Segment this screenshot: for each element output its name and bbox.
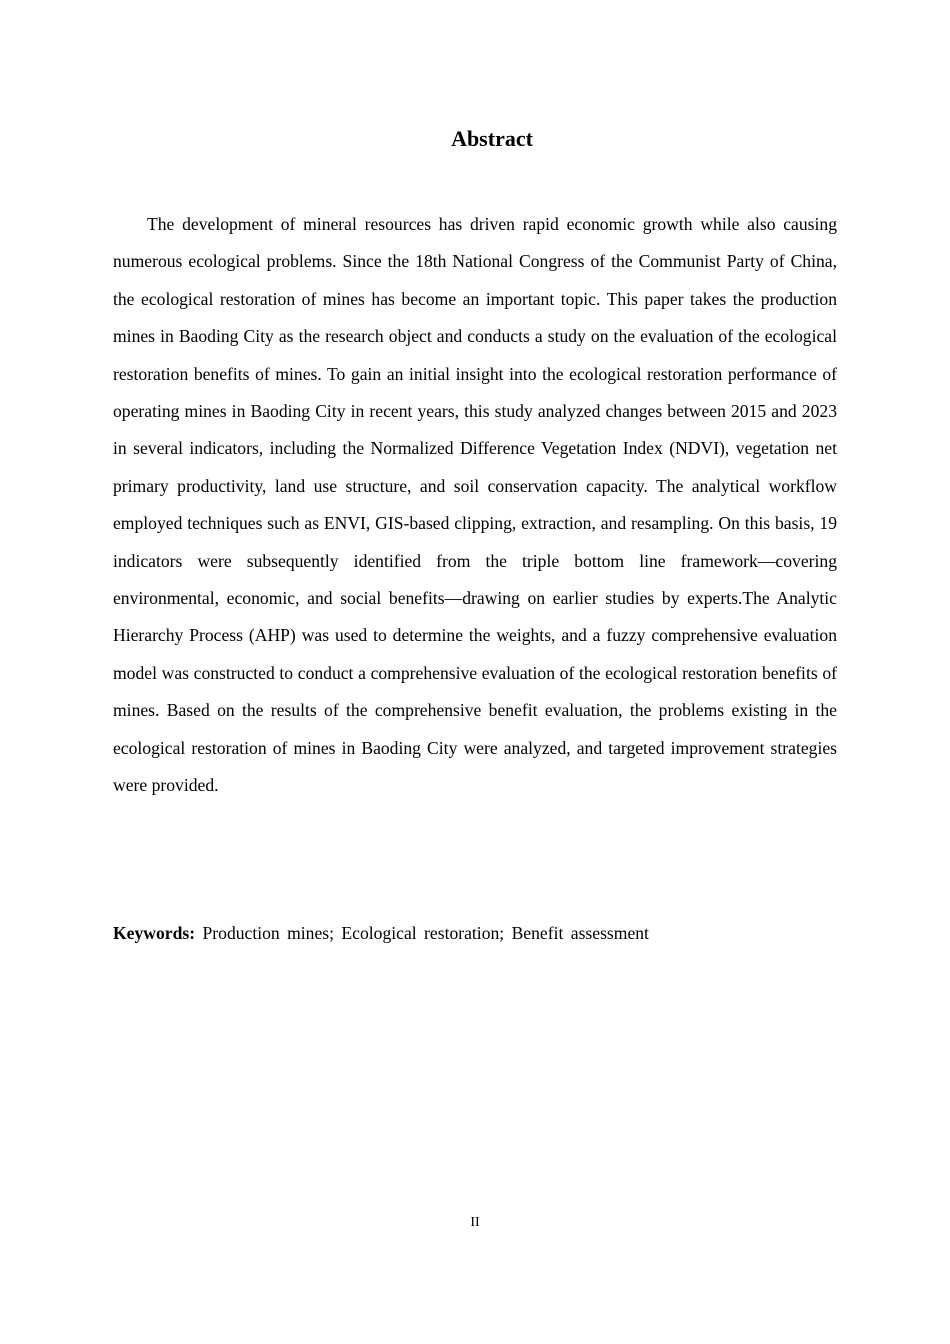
page-number: II <box>470 1215 480 1230</box>
keywords-line <box>113 915 837 952</box>
page-title: Abstract <box>451 126 533 151</box>
keywords-label: Keywords: <box>113 923 196 943</box>
keywords-text: Production mines; Ecological restoration; Benefit assessment <box>202 923 649 943</box>
abstract-body: The development of mineral resources has driven rapid economic growth while also causing numerous ecological problems. Since the 18th National Congress of the Communist Party of China, the ecological restoration of mines has become an important topic. This paper takes the production mines in Baoding City as the research object and conducts a study on the evaluation of the ecological restoration benefits of mines. To gain an initial insight into the ecological restoration performance of operating mines in Baoding City in recent years, this study analyzed changes between 2015 and 2023 in several indicators, including the Normalized Difference Vegetation Index (NDVI), vegetation net primary productivity, land use structure, and soil conservation capacity. The analytical workflow employed techniques such as ENVI, GIS-based clipping, extraction, and resampling. On this basis, 19 indicators were subsequently identified from the triple bottom line framework—covering environmental, economic, and social benefits—drawing on earlier studies by experts.The Analytic Hierarchy Process (AHP) was used to determine the weights, and a fuzzy comprehensive evaluation model was constructed to conduct a comprehensive evaluation of the ecological restoration benefits of mines. Based on the results of the comprehensive benefit evaluation, the problems existing in the ecological restoration of mines in Baoding City were analyzed, and targeted improvement strategies were provided. <box>113 214 837 796</box>
